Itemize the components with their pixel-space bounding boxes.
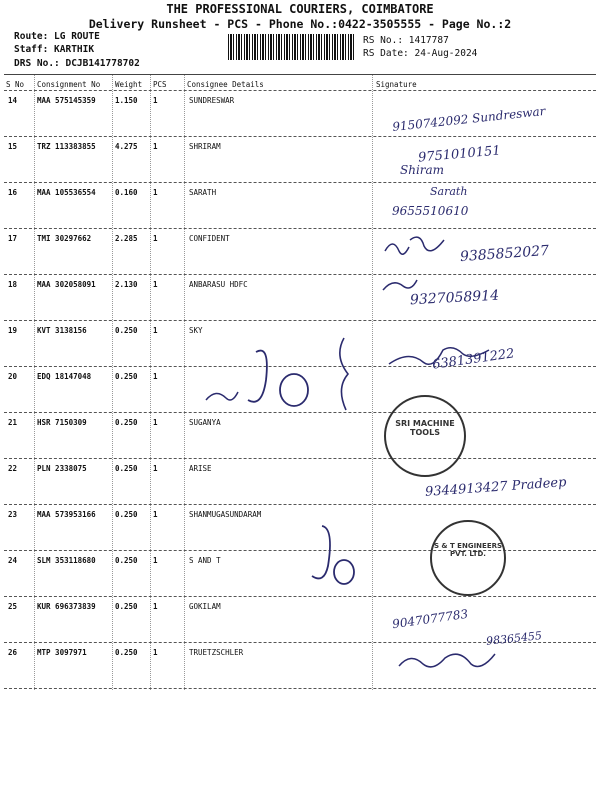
column-header-consignment: Consignment No — [37, 80, 101, 89]
cell-sno: 15 — [8, 142, 18, 151]
cell-consignee: SHRIRAM — [189, 142, 221, 151]
cell-weight: 0.250 — [115, 602, 138, 611]
column-header-pcs: PCS — [153, 80, 167, 89]
cell-sno: 20 — [8, 372, 18, 381]
cell-pcs: 1 — [153, 142, 158, 151]
route-label: Route: LG ROUTE — [14, 31, 100, 42]
cell-consignment-no: TRZ 113383855 — [37, 142, 96, 151]
column-divider — [112, 75, 113, 690]
cell-pcs: 1 — [153, 96, 158, 105]
cell-consignee: TRUETZSCHLER — [189, 648, 244, 657]
row-separator — [4, 504, 596, 505]
row-separator — [4, 458, 596, 459]
row-separator — [4, 274, 596, 275]
cell-consignment-no: MAA 105536554 — [37, 188, 96, 197]
stamp-text: S & T ENGINEERS PVT. LTD. — [433, 542, 503, 558]
cell-consignee: SUGANYA — [189, 418, 221, 427]
cell-consignee: SUNDRESWAR — [189, 96, 235, 105]
signature-row-17: 9385852027 — [459, 242, 550, 266]
cell-consignee: ARISE — [189, 464, 212, 473]
cell-weight: 2.130 — [115, 280, 138, 289]
cell-weight: 0.250 — [115, 556, 138, 565]
scribble-signature-19 — [385, 342, 495, 372]
cell-weight: 1.150 — [115, 96, 138, 105]
scribble-signature-20 — [198, 330, 368, 420]
cell-consignee: S AND T — [189, 556, 221, 565]
row-separator — [4, 320, 596, 321]
company-stamp-engineers — [430, 520, 506, 596]
cell-consignee: SKY — [189, 326, 203, 335]
column-header-sno: S No — [6, 80, 25, 89]
row-separator — [4, 136, 596, 137]
cell-weight: 0.250 — [115, 464, 138, 473]
cell-weight: 0.250 — [115, 648, 138, 657]
staff-label: Staff: KARTHIK — [14, 44, 95, 55]
document-title: THE PROFESSIONAL COURIERS, COIMBATORE — [166, 2, 434, 16]
cell-consignment-no: MAA 302058091 — [37, 280, 96, 289]
column-header-signature: Signature — [376, 80, 417, 89]
signature-row-18: 9327058914 — [409, 287, 500, 309]
cell-sno: 26 — [8, 648, 18, 657]
cell-pcs: 1 — [153, 556, 158, 565]
cell-pcs: 1 — [153, 510, 158, 519]
row-separator — [4, 688, 596, 689]
scribble-signature-24 — [300, 520, 360, 590]
cell-weight: 0.250 — [115, 418, 138, 427]
cell-pcs: 1 — [153, 602, 158, 611]
signature-row-15-name: Shiram — [400, 163, 445, 177]
rs-number: RS No.: 1417787 — [363, 35, 449, 46]
cell-pcs: 1 — [153, 326, 158, 335]
cell-consignment-no: MAA 575145359 — [37, 96, 96, 105]
column-divider — [150, 75, 151, 690]
row-separator — [4, 596, 596, 597]
header-top-rule — [4, 74, 596, 75]
cell-pcs: 1 — [153, 188, 158, 197]
cell-pcs: 1 — [153, 648, 158, 657]
cell-pcs: 1 — [153, 418, 158, 427]
cell-consignee: GOKILAM — [189, 602, 221, 611]
cell-consignee: SARATH — [189, 188, 217, 197]
scribble-signature-26 — [395, 646, 505, 676]
cell-sno: 18 — [8, 280, 18, 289]
cell-consignment-no: HSR 7150309 — [37, 418, 87, 427]
signature-row-16-name: Sarath — [430, 185, 468, 198]
signature-row-15-number: 9751010151 — [417, 143, 502, 166]
cell-sno: 25 — [8, 602, 18, 611]
cell-pcs: 1 — [153, 280, 158, 289]
signature-row-20: 6381391222 — [431, 346, 516, 373]
cell-weight: 4.275 — [115, 142, 138, 151]
cell-sno: 22 — [8, 464, 18, 473]
barcode — [228, 34, 355, 60]
column-header-weight: Weight — [115, 80, 143, 89]
stamp-text: SRI MACHINE TOOLS — [395, 419, 455, 437]
document-subtitle: Delivery Runsheet - PCS - Phone No.:0422-3505555 - Page No.:2 — [88, 17, 512, 31]
cell-sno: 16 — [8, 188, 18, 197]
signature-row-25b: 98365455 — [485, 629, 543, 648]
cell-weight: 0.250 — [115, 510, 138, 519]
cell-consignment-no: EDQ 18147048 — [37, 372, 92, 381]
company-stamp-machine-tools — [384, 395, 466, 477]
signature-row-16-number: 9655510610 — [392, 204, 469, 218]
cell-weight: 0.250 — [115, 372, 138, 381]
cell-consignee: CONFIDENT — [189, 234, 230, 243]
cell-pcs: 1 — [153, 234, 158, 243]
rs-date: RS Date: 24-Aug-2024 — [363, 48, 478, 59]
cell-pcs: 1 — [153, 464, 158, 473]
cell-sno: 14 — [8, 96, 18, 105]
cell-consignment-no: KVT 3138156 — [37, 326, 87, 335]
cell-sno: 23 — [8, 510, 18, 519]
cell-consignment-no: MAA 573953166 — [37, 510, 96, 519]
cell-consignment-no: SLM 353118680 — [37, 556, 96, 565]
column-divider — [184, 75, 185, 690]
column-divider — [34, 75, 35, 690]
signature-row-14: 9150742092 Sundreswar — [391, 104, 546, 134]
header-bottom-rule — [4, 90, 596, 91]
cell-consignment-no: KUR 696373839 — [37, 602, 96, 611]
scribble-signature-18 — [380, 276, 420, 296]
cell-consignee: SHANMUGASUNDARAM — [189, 510, 262, 519]
signature-row-25a: 9047077783 — [391, 606, 469, 632]
cell-pcs: 1 — [153, 372, 158, 381]
cell-sno: 21 — [8, 418, 18, 427]
scribble-signature-17 — [380, 226, 480, 266]
drs-number: DRS No.: DCJB141778702 — [14, 58, 140, 69]
signature-row-22: 9344913427 Pradeep — [424, 475, 567, 500]
cell-consignee: ANBARASU HDFC — [189, 280, 248, 289]
cell-sno: 24 — [8, 556, 18, 565]
cell-sno: 19 — [8, 326, 18, 335]
cell-consignment-no: MTP 3097971 — [37, 648, 87, 657]
column-header-consignee: Consignee Details — [187, 80, 264, 89]
column-divider — [372, 75, 373, 690]
cell-consignment-no: PLN 2338075 — [37, 464, 87, 473]
cell-weight: 0.250 — [115, 326, 138, 335]
row-separator — [4, 228, 596, 229]
row-separator — [4, 182, 596, 183]
cell-sno: 17 — [8, 234, 18, 243]
cell-consignment-no: TMI 30297662 — [37, 234, 92, 243]
cell-weight: 0.160 — [115, 188, 138, 197]
cell-weight: 2.285 — [115, 234, 138, 243]
